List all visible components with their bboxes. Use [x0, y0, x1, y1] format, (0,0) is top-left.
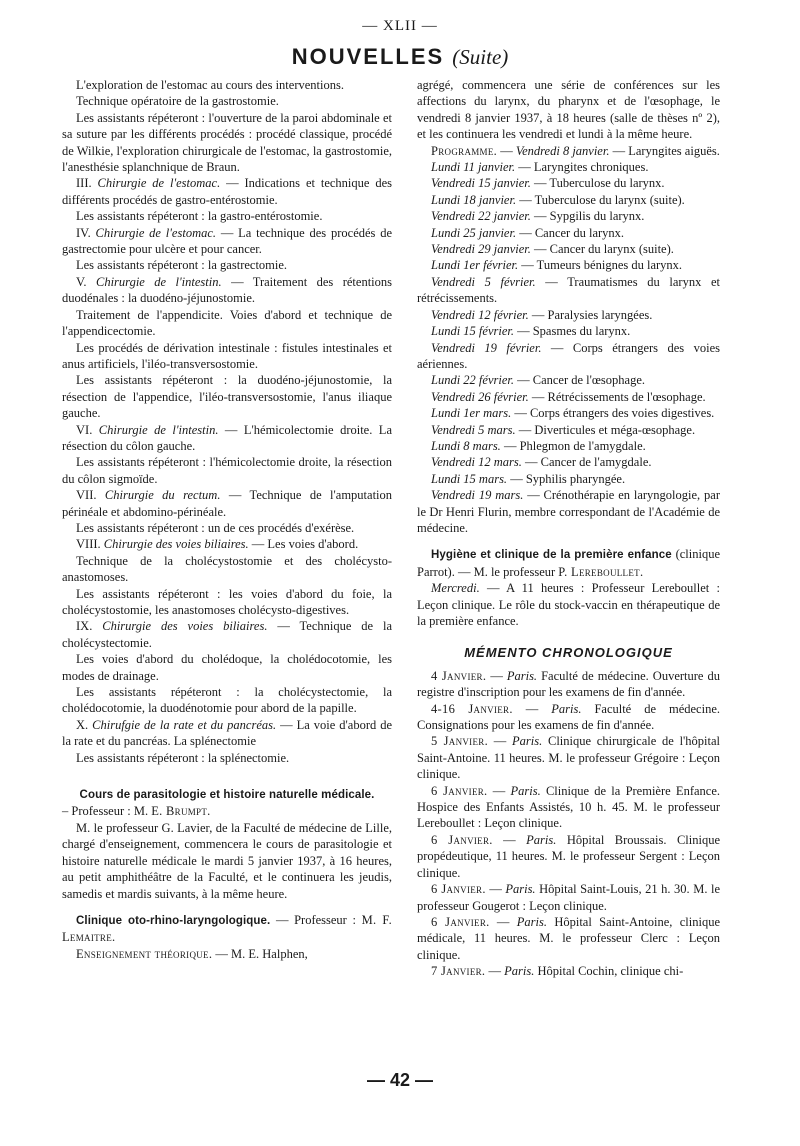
programme-line: Programme. — Vendredi 8 janvier. — Laryngites aiguës. [431, 143, 720, 158]
paragraph: Les assistants répéteront : la splénectomie. [76, 750, 290, 765]
right-column [417, 77, 720, 980]
paragraph: V. Chirurgie de l'intestin. — Traitement des rétentions duodénales : la duodéno-jéjunostomie. [62, 274, 393, 306]
paragraph: Technique opératoire de la gastrostomie. [76, 94, 279, 109]
paragraph: agrégé, commencera une série de conférences sur les affections du larynx, du pharynx et de l'œsophage, le vendredi 8 janvier 1937, à 18 heures (salle de thèses nº 2), et les continuera les vendredi et lundi à la même heure. [417, 78, 720, 142]
memento-entry: 4-16 Janvier. — Paris. Faculté de médecine. Consignations pour les examens de fin d'année. [417, 701, 720, 733]
title-suffix: (Suite) [452, 45, 509, 69]
paragraph: Technique de la cholécystostomie et des cholécysto-anastomoses. [62, 553, 392, 585]
section-professor-line: – Professeur : M. E. Brumpt. [62, 804, 211, 819]
memento-heading: MÉMENTO CHRONOLOGIQUE [464, 645, 673, 661]
paragraph: Les assistants répéteront : les voies d'abord du foie, la cholécystostomie, les anastomoses cholécysto-digestives. [62, 586, 392, 617]
schedule-item: Vendredi 15 janvier. — Tuberculose du larynx. [431, 176, 665, 191]
paragraph: IX. Chirurgie des voies biliaires. — Technique de la cholécystectomie. [62, 619, 393, 650]
schedule-item: Vendredi 12 février. — Paralysies laryngées. [431, 307, 653, 322]
page-title [0, 44, 800, 70]
memento-entry: 6 Janvier. — Paris. Hôpital Saint-Louis, 21 h. 30. M. le professeur Gougerot : Leçon clinique. [417, 882, 720, 913]
memento-entry: 5 Janvier. — Paris. Clinique chirurgicale de l'hôpital Saint-Antoine. 11 heures. M. le professeur Grégoire : Leçon clinique. [417, 734, 721, 782]
title-main: NOUVELLES [291, 44, 445, 69]
paragraph: VIII. Chirurgie des voies biliaires. — Les voies d'abord. [76, 537, 359, 552]
memento-list [417, 668, 720, 980]
lecture-schedule [417, 159, 720, 536]
roman-page-numeral: — XLII — [362, 18, 438, 34]
paragraph: Les procédés de dérivation intestinale : fistules intestinales et anus artificiels, l'iléo-transversostomie. [62, 340, 392, 371]
section-heading-parasitologie: Cours de parasitologie et histoire naturelle médicale. [79, 789, 375, 802]
memento-entry: 6 Janvier. — Paris. Hôpital Broussais. Clinique propédeutique, 11 heures. M. le professeur Sergent : Leçon clinique. [417, 832, 721, 880]
paragraph: Les assistants répéteront : un de ces procédés d'exérèse. [76, 520, 355, 535]
paragraph: Les assistants répéteront : la duodéno-jéjunostomie, la résection de l'appendice, l'iléo-transversostomie, l'anus iliaque gauche. [62, 373, 392, 421]
schedule-item: Vendredi 29 janvier. — Cancer du larynx (suite). [431, 242, 674, 257]
schedule-item: Vendredi 22 janvier. — Sypgilis du larynx. [431, 209, 645, 224]
memento-entry: 6 Janvier. — Paris. Hôpital Saint-Antoine, clinique médicale, 11 heures. M. le professeur Clerc : Leçon clinique. [417, 914, 720, 962]
paragraph: X. Chirufgie de la rate et du pancréas. — La voie d'abord de la rate et du pancréas. La splénectomie [62, 717, 393, 749]
schedule-item: Lundi 1er mars. — Corps étrangers des voies digestives. [431, 406, 715, 421]
paragraph: Enseignement théorique. — M. E. Halphen, [76, 946, 308, 961]
paragraph: Les assistants répéteront : la gastro-entérostomie. [76, 209, 323, 224]
paragraph: VII. Chirurgie du rectum. — Technique de l'amputation périnéale et abdomino-périnéale. [62, 488, 393, 519]
paragraph: L'exploration de l'estomac au cours des interventions. [76, 78, 344, 92]
paragraph: M. le professeur G. Lavier, de la Faculté de médecine de Lille, chargé d'enseignement, commencera le cours de parasitologie et histoire naturelle médicale le mardi 5 janvier 1937, à 16 heures, au petit amphithéâtre de la Faculté, et le continuera les jeudis, samedis et mardis suivants, à la même heure. [62, 820, 392, 901]
paragraph: VI. Chirurgie de l'intestin. — L'hémicolectomie droite. La résection du côlon gauche. [62, 422, 392, 453]
schedule-item: Vendredi 19 mars. — Crénothérapie en laryngologie, par le Dr Henri Flurin, membre correspondant de l'Académie de médecine. [417, 488, 720, 535]
schedule-item: Lundi 15 mars. — Syphilis pharyngée. [431, 471, 626, 486]
memento-entry: 4 Janvier. — Paris. Faculté de médecine. Ouverture du registre d'inscription pour les examens de fin d'année. [417, 668, 720, 700]
paragraph: Les voies d'abord du cholédoque, la cholédocotomie, les modes de drainage. [62, 652, 392, 683]
paragraph: Traitement de l'appendicite. Voies d'abord et technique de l'appendicectomie. [62, 307, 392, 339]
schedule-item: Lundi 1er février. — Tumeurs bénignes du larynx. [431, 258, 683, 273]
paragraph: III. Chirurgie de l'estomac. — Indications et technique des différents procédés de gastro-entérostomie. [62, 176, 393, 207]
schedule-item: Vendredi 12 mars. — Cancer de l'amygdale. [431, 455, 652, 470]
paragraph: Les assistants répéteront : la gastrectomie. [76, 258, 288, 273]
paragraph: Mercredi. — A 11 heures : Professeur Lereboullet : Leçon clinique. Le rôle du stock-vaccin en thérapeutique de la première enfance. [417, 581, 721, 628]
schedule-item: Vendredi 5 février. — Traumatismes du larynx et rétrécissements. [417, 274, 721, 306]
section-heading-hygiene: Hygiène et clinique de la première enfance (clinique Parrot). — M. le professeur P. Lereboullet. [417, 547, 720, 579]
left-column [62, 77, 392, 962]
schedule-item: Lundi 8 mars. — Phlegmon de l'amygdale. [431, 438, 646, 453]
paragraph: Les assistants répéteront : l'ouverture de la paroi abdominale et sa suture par les différents procédés : procédé classique, procédé de Wilkie, l'exploration chirurgicale de l'estomac, la gastrostomie, l'anesthésie splanchnique de Braun. [62, 110, 392, 175]
section-heading-oto-rhino: Clinique oto-rhino-laryngologique. — Professeur : M. F. Lemaitre. [62, 912, 392, 945]
paragraph: Les assistants répéteront : la cholécystectomie, la cholédocotomie, la duodénotomie pour abord de la papille. [62, 685, 392, 716]
schedule-item: Lundi 18 janvier. — Tuberculose du larynx (suite). [431, 192, 685, 207]
memento-entry: 7 Janvier. — Paris. Hôpital Cochin, clinique chi- [431, 964, 684, 979]
schedule-item: Vendredi 19 février. — Corps étrangers des voies aériennes. [417, 340, 720, 371]
schedule-item: Lundi 22 février. — Cancer de l'œsophage. [431, 373, 646, 388]
schedule-item: Lundi 15 février. — Spasmes du larynx. [431, 324, 631, 339]
schedule-item: Lundi 11 janvier. — Laryngites chroniques. [431, 160, 649, 175]
memento-entry: 6 Janvier. — Paris. Clinique de la Première Enfance. Hospice des Enfants Assistés, 10 h. 45. M. le professeur Lereboullet : Leçon clinique. [417, 783, 720, 831]
schedule-item: Vendredi 26 février. — Rétrécissements de l'œsophage. [431, 389, 706, 404]
schedule-item: Lundi 25 janvier. — Cancer du larynx. [431, 225, 625, 240]
page-number: — 42 — [366, 1070, 434, 1090]
schedule-item: Vendredi 5 mars. — Diverticules et méga-œsophage. [431, 422, 696, 437]
paragraph: Les assistants répéteront : l'hémicolectomie droite, la résection du côlon sigmoïde. [62, 455, 392, 486]
paragraph: IV. Chirurgie de l'estomac. — La technique des procédés de gastrectomie pour ulcère et pour cancer. [62, 225, 393, 257]
